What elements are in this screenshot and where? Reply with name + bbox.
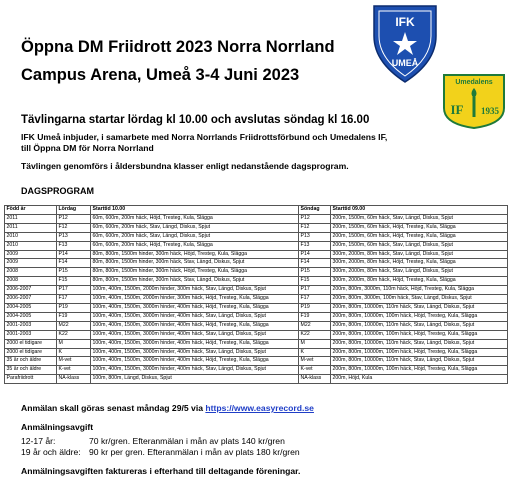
table-row: [5, 259, 508, 268]
header-sunday: Söndag: [299, 206, 331, 215]
table-row: [5, 303, 508, 312]
saturday-class-cell: M: [57, 339, 91, 348]
schedule-body: [5, 214, 508, 383]
start-time-text: Tävlingarna startar lördag kl 10.00 och avslutas söndag kl 16.00: [21, 114, 370, 126]
table-row: [5, 366, 508, 375]
saturday-events-cell: 60m, 600m, 200m häck, Stav, Längd, Diskus, Spjut: [91, 232, 299, 241]
saturday-events-cell: 80m, 800m, 1500m hinder, 300m häck, Stav, Längd, Diskus, Spjut: [91, 259, 299, 268]
saturday-events-cell: 100m, 800m, Längd, Diskus, Spjut: [91, 375, 299, 384]
saturday-class-cell: M22: [57, 321, 91, 330]
fee-heading: Anmälningsavgift: [21, 422, 94, 432]
sunday-events-cell: 300m, 2000m, 80m häck, Höjd, Tresteg, Kula, Slägga: [331, 259, 508, 268]
uif-logo-year: 1935: [481, 106, 499, 116]
table-row: [5, 312, 508, 321]
table-row: [5, 357, 508, 366]
sunday-class-cell: F15: [299, 277, 331, 286]
invitation-line-1: IFK Umeå inbjuder, i samarbete med Norra Norrlands Friidrottsförbund och Umedalens IF,: [21, 132, 388, 142]
saturday-events-cell: 100m, 400m, 1500m, 3000m hinder, 400m häck, Stav, Längd, Diskus, Spjut: [91, 312, 299, 321]
saturday-class-cell: F12: [57, 223, 91, 232]
table-row: [5, 250, 508, 259]
sunday-events-cell: 200m, Höjd, Kula: [331, 375, 508, 384]
table-row: [5, 348, 508, 357]
saturday-events-cell: 100m, 400m, 1500m, 2000m hinder, 300m häck, Höjd, Tresteg, Kula, Slägga: [91, 295, 299, 304]
birth-year-cell: 2001-2003: [5, 321, 57, 330]
birth-year-cell: 2009: [5, 250, 57, 259]
invitation-line-2: till Öppna DM för Norra Norrland: [21, 143, 154, 153]
saturday-class-cell: F19: [57, 312, 91, 321]
birth-year-cell: 35 år och äldre: [5, 357, 57, 366]
uif-logo-text-top: Umedalens: [455, 79, 493, 86]
saturday-events-cell: 100m, 400m, 1500m, 3000m hinder, 400m häck, Höjd, Tresteg, Kula, Slägga: [91, 339, 299, 348]
saturday-events-cell: 80m, 800m, 1500m hinder, 300m häck, Stav, Längd, Diskus, Spjut: [91, 277, 299, 286]
table-row: [5, 223, 508, 232]
classes-text: Tävlingen genomförs i åldersbundna klasser enligt nedanstående dagsprogram.: [21, 161, 349, 171]
table-row: [5, 214, 508, 223]
saturday-class-cell: K22: [57, 330, 91, 339]
sunday-events-cell: 200m, 800m, 10000m, 100m häck, Höjd, Tresteg, Kula, Slägga: [331, 366, 508, 375]
saturday-class-cell: P12: [57, 214, 91, 223]
umedalens-if-logo: [441, 72, 507, 130]
birth-year-cell: 2011: [5, 214, 57, 223]
birth-year-cell: 2010: [5, 241, 57, 250]
fee-text: 90 kr per gren. Efteranmälan i mån av plats 180 kr/gren: [89, 447, 300, 457]
schedule-table: [4, 205, 508, 384]
birth-year-cell: 2006-2007: [5, 286, 57, 295]
table-row: [5, 321, 508, 330]
sunday-class-cell: M: [299, 339, 331, 348]
sunday-events-cell: 200m, 800m, 10000m, 100m häck, Höjd, Tresteg, Kula, Slägga: [331, 312, 508, 321]
saturday-events-cell: 100m, 400m, 1500m, 2000m hinder, 300m häck, Stav, Längd, Diskus, Spjut: [91, 286, 299, 295]
saturday-events-cell: 100m, 400m, 1500m, 3000m hinder, 400m häck, Stav, Längd, Diskus, Spjut: [91, 348, 299, 357]
sunday-events-cell: 200m, 1500m, 60m häck, Höjd, Tresteg, Kula, Slägga: [331, 223, 508, 232]
fee-row-senior: [21, 447, 300, 457]
birth-year-cell: 2011: [5, 223, 57, 232]
table-row: [5, 277, 508, 286]
title-line-1: Öppna DM Friidrott 2023 Norra Norrland: [21, 38, 335, 56]
saturday-class-cell: F14: [57, 259, 91, 268]
sunday-class-cell: M-vet: [299, 357, 331, 366]
program-heading: DAGSPROGRAM: [21, 186, 95, 196]
saturday-events-cell: 60m, 600m, 200m häck, Stav, Längd, Diskus, Spjut: [91, 223, 299, 232]
saturday-events-cell: 100m, 400m, 1500m, 3000m hinder, 400m häck, Höjd, Tresteg, Kula, Slägga: [91, 303, 299, 312]
birth-year-cell: 35 år och äldre: [5, 366, 57, 375]
birth-year-cell: 2008: [5, 277, 57, 286]
fee-age: 19 år och äldre:: [21, 447, 81, 457]
sunday-events-cell: 300m, 2000m, 80m häck, Höjd, Tresteg, Kula, Slägga: [331, 277, 508, 286]
sunday-events-cell: 200m, 800m, 10000m, 110m häck, Stav, Längd, Diskus, Spjut: [331, 303, 508, 312]
sunday-events-cell: 200m, 800m, 10000m, 100m häck, Höjd, Tresteg, Kula, Slägga: [331, 330, 508, 339]
table-row: [5, 295, 508, 304]
sunday-events-cell: 200m, 800m, 3000m, 100m häck, Stav, Längd, Diskus, Spjut: [331, 295, 508, 304]
sunday-class-cell: F14: [299, 259, 331, 268]
saturday-class-cell: P15: [57, 268, 91, 277]
ifk-logo-text-top: IFK: [395, 15, 415, 29]
sunday-class-cell: P17: [299, 286, 331, 295]
header-saturday-start: Starttid 10.00: [91, 206, 299, 215]
saturday-class-cell: F13: [57, 241, 91, 250]
saturday-class-cell: P14: [57, 250, 91, 259]
uif-logo-text-main: IF: [450, 102, 464, 117]
header-sunday-start: Starttid 09.00: [331, 206, 508, 215]
ifk-logo-text-main: UMEÅ: [391, 58, 419, 68]
header-birth-year: Född år: [5, 206, 57, 215]
sunday-class-cell: P13: [299, 232, 331, 241]
sunday-class-cell: P15: [299, 268, 331, 277]
fee-row-youth: [21, 436, 285, 446]
saturday-class-cell: M-vet: [57, 357, 91, 366]
sunday-events-cell: 200m, 1500m, 60m häck, Stav, Längd, Diskus, Spjut: [331, 241, 508, 250]
birth-year-cell: 2006-2007: [5, 295, 57, 304]
ifk-umea-logo: [370, 2, 440, 84]
saturday-class-cell: K-vet: [57, 366, 91, 375]
signup-text: [21, 403, 314, 413]
birth-year-cell: 2009: [5, 259, 57, 268]
sunday-class-cell: P19: [299, 303, 331, 312]
sunday-events-cell: 200m, 800m, 10000m, 110m häck, Stav, Längd, Diskus, Spjut: [331, 321, 508, 330]
table-row: [5, 241, 508, 250]
saturday-events-cell: 100m, 400m, 1500m, 3000m hinder, 400m häck, Stav, Längd, Diskus, Spjut: [91, 330, 299, 339]
saturday-events-cell: 60m, 600m, 200m häck, Höjd, Tresteg, Kula, Slägga: [91, 241, 299, 250]
birth-year-cell: 2001-2003: [5, 330, 57, 339]
sunday-class-cell: F12: [299, 223, 331, 232]
saturday-events-cell: 100m, 400m, 1500m, 3000m hinder, 400m häck, Höjd, Tresteg, Kula, Slägga: [91, 357, 299, 366]
easyrecord-link[interactable]: https://www.easyrecord.se: [205, 403, 314, 413]
sunday-class-cell: P12: [299, 214, 331, 223]
saturday-class-cell: NA-klass: [57, 375, 91, 384]
sunday-events-cell: 300m, 2000m, 80m häck, Stav, Längd, Diskus, Spjut: [331, 250, 508, 259]
sunday-class-cell: K22: [299, 330, 331, 339]
saturday-class-cell: P17: [57, 286, 91, 295]
fee-text: 70 kr/gren. Efteranmälan i mån av plats 140 kr/gren: [89, 436, 285, 446]
sunday-class-cell: M22: [299, 321, 331, 330]
invitation-text: [21, 132, 387, 154]
birth-year-cell: 2008: [5, 268, 57, 277]
saturday-events-cell: 80m, 800m, 1500m hinder, 300m häck, Höjd, Tresteg, Kula, Slägga: [91, 250, 299, 259]
sunday-events-cell: 200m, 800m, 3000m, 110m häck, Höjd, Tresteg, Kula, Slägga: [331, 286, 508, 295]
saturday-class-cell: P13: [57, 232, 91, 241]
saturday-events-cell: 100m, 400m, 1500m, 3000m hinder, 400m häck, Stav, Längd, Diskus, Spjut: [91, 366, 299, 375]
sunday-events-cell: 200m, 800m, 10000m, 110m häck, Stav, Längd, Diskus, Spjut: [331, 357, 508, 366]
saturday-class-cell: F17: [57, 295, 91, 304]
signup-label: Anmälan skall göras senast måndag 29/5 via: [21, 403, 203, 413]
saturday-class-cell: K: [57, 348, 91, 357]
sunday-class-cell: K-vet: [299, 366, 331, 375]
birth-year-cell: 2010: [5, 232, 57, 241]
saturday-events-cell: 100m, 400m, 1500m, 3000m hinder, 400m häck, Höjd, Tresteg, Kula, Slägga: [91, 321, 299, 330]
sunday-events-cell: 200m, 800m, 10000m, 100m häck, Höjd, Tresteg, Kula, Slägga: [331, 348, 508, 357]
sunday-class-cell: F19: [299, 312, 331, 321]
table-row: [5, 339, 508, 348]
birth-year-cell: 2000 el tidigare: [5, 348, 57, 357]
saturday-class-cell: P19: [57, 303, 91, 312]
sunday-class-cell: K: [299, 348, 331, 357]
table-row: [5, 286, 508, 295]
title-line-2: Campus Arena, Umeå 3-4 Juni 2023: [21, 66, 300, 84]
sunday-events-cell: 200m, 1500m, 60m häck, Höjd, Tresteg, Kula, Slägga: [331, 232, 508, 241]
saturday-events-cell: 80m, 800m, 1500m hinder, 300m häck, Höjd, Tresteg, Kula, Slägga: [91, 268, 299, 277]
birth-year-cell: Parafriidrott: [5, 375, 57, 384]
sunday-class-cell: F13: [299, 241, 331, 250]
birth-year-cell: 2004-2005: [5, 303, 57, 312]
fee-age: 12-17 år:: [21, 436, 56, 446]
sunday-events-cell: 300m, 2000m, 80m häck, Stav, Längd, Diskus, Spjut: [331, 268, 508, 277]
sunday-events-cell: 200m, 800m, 10000m, 110m häck, Stav, Längd, Diskus, Spjut: [331, 339, 508, 348]
schedule-header-row: [5, 206, 508, 215]
invoice-text: Anmälningsavgiften faktureras i efterhand till deltagande föreningar.: [21, 466, 301, 476]
sunday-events-cell: 200m, 1500m, 60m häck, Stav, Längd, Diskus, Spjut: [331, 214, 508, 223]
saturday-events-cell: 60m, 600m, 200m häck, Höjd, Tresteg, Kula, Slägga: [91, 214, 299, 223]
sunday-class-cell: P14: [299, 250, 331, 259]
header-saturday: Lördag: [57, 206, 91, 215]
table-row: [5, 375, 508, 384]
table-row: [5, 268, 508, 277]
sunday-class-cell: F17: [299, 295, 331, 304]
table-row: [5, 330, 508, 339]
table-row: [5, 232, 508, 241]
birth-year-cell: 2004-2005: [5, 312, 57, 321]
saturday-class-cell: F15: [57, 277, 91, 286]
birth-year-cell: 2000 el tidigare: [5, 339, 57, 348]
sunday-class-cell: NA-klass: [299, 375, 331, 384]
